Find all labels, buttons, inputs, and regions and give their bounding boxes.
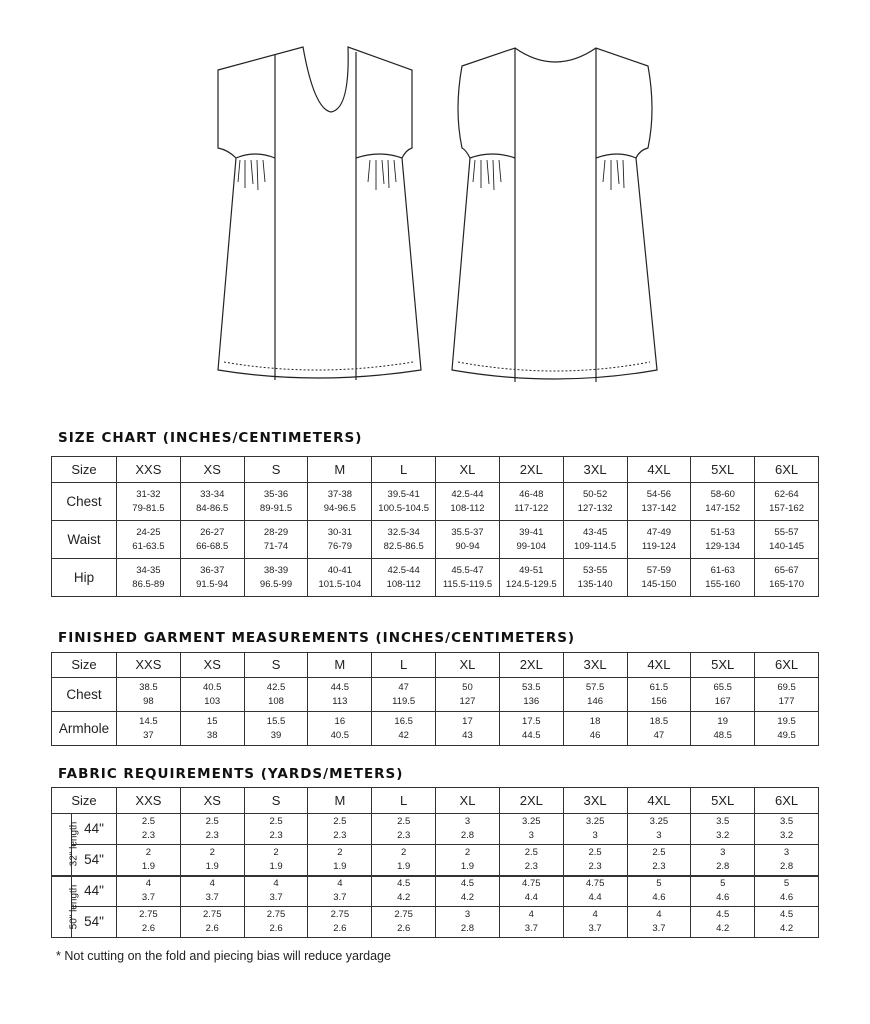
table-cell: 44.5 113 — [308, 678, 372, 712]
fabric-row — [52, 845, 819, 876]
table-cell: 3 2.8 — [436, 814, 500, 845]
size-col: 4XL — [627, 653, 691, 678]
table-cell: 43-45 109-114.5 — [563, 521, 627, 559]
table-cell: 49-51 124.5-129.5 — [499, 559, 563, 597]
table-cell: 4.75 4.4 — [499, 876, 563, 907]
size-col: 3XL — [563, 788, 627, 814]
table-cell: 2.75 2.6 — [117, 907, 181, 938]
table-cell: 33-34 84-86.5 — [180, 483, 244, 521]
table-cell: 5 4.6 — [691, 876, 755, 907]
table-cell: 2 1.9 — [244, 845, 308, 876]
table-cell: 47 119.5 — [372, 678, 436, 712]
size-header-label: Size — [52, 788, 117, 814]
size-col: 5XL — [691, 788, 755, 814]
table-cell: 42.5-44 108-112 — [436, 483, 500, 521]
table-cell: 42.5-44 108-112 — [372, 559, 436, 597]
table-cell: 18.5 47 — [627, 712, 691, 746]
table-cell: 14.5 37 — [117, 712, 181, 746]
size-col: L — [372, 653, 436, 678]
table-cell: 3.25 3 — [563, 814, 627, 845]
size-col: XS — [180, 457, 244, 483]
table-cell: 38-39 96.5-99 — [244, 559, 308, 597]
size-col: XL — [436, 653, 500, 678]
table-cell: 53.5 136 — [499, 678, 563, 712]
size-col: 6XL — [755, 653, 819, 678]
size-col: 5XL — [691, 653, 755, 678]
fabric-width-label: 54" — [72, 845, 117, 876]
size-chart-table — [51, 456, 819, 597]
size-header-row — [52, 788, 819, 814]
size-col: 2XL — [499, 788, 563, 814]
table-cell: 4 3.7 — [244, 876, 308, 907]
size-col: 3XL — [563, 653, 627, 678]
table-cell: 34-35 86.5-89 — [117, 559, 181, 597]
table-cell: 62-64 157-162 — [755, 483, 819, 521]
row-label: Chest — [52, 483, 117, 521]
size-col: XL — [436, 457, 500, 483]
finished-chest-row — [52, 678, 819, 712]
size-header-row — [52, 653, 819, 678]
table-cell: 2.5 2.3 — [308, 814, 372, 845]
table-cell: 51-53 129-134 — [691, 521, 755, 559]
size-col: S — [244, 653, 308, 678]
fabric-requirements-title: FABRIC REQUIREMENTS (YARDS/METERS) — [58, 766, 404, 782]
table-cell: 45.5-47 115.5-119.5 — [436, 559, 500, 597]
table-cell: 3 2.8 — [691, 845, 755, 876]
table-cell: 19.5 49.5 — [755, 712, 819, 746]
table-cell: 37-38 94-96.5 — [308, 483, 372, 521]
row-label: Hip — [52, 559, 117, 597]
front-view-drawing — [218, 47, 421, 380]
size-col: 2XL — [499, 653, 563, 678]
table-cell: 4.75 4.4 — [563, 876, 627, 907]
table-cell: 2 1.9 — [436, 845, 500, 876]
fabric-requirements-table — [51, 787, 819, 938]
table-cell: 39.5-41 100.5-104.5 — [372, 483, 436, 521]
table-cell: 28-29 71-74 — [244, 521, 308, 559]
table-cell: 2.5 2.3 — [180, 814, 244, 845]
size-col: 5XL — [691, 457, 755, 483]
table-cell: 16.5 42 — [372, 712, 436, 746]
row-label: Chest — [52, 678, 117, 712]
table-cell: 4 3.7 — [308, 876, 372, 907]
size-col: 6XL — [755, 457, 819, 483]
size-header-row — [52, 457, 819, 483]
table-cell: 2.75 2.6 — [180, 907, 244, 938]
finished-armhole-row — [52, 712, 819, 746]
size-col: S — [244, 457, 308, 483]
size-col: 4XL — [627, 788, 691, 814]
row-label: Waist — [52, 521, 117, 559]
back-view-drawing — [452, 48, 657, 382]
table-cell: 2.5 2.3 — [117, 814, 181, 845]
table-cell: 32.5-34 82.5-86.5 — [372, 521, 436, 559]
table-cell: 65.5 167 — [691, 678, 755, 712]
size-col: XXS — [117, 457, 181, 483]
table-cell: 53-55 135-140 — [563, 559, 627, 597]
table-cell: 55-57 140-145 — [755, 521, 819, 559]
table-cell: 31-32 79-81.5 — [117, 483, 181, 521]
table-cell: 4.5 4.2 — [372, 876, 436, 907]
table-cell: 2.5 2.3 — [499, 845, 563, 876]
fabric-width-label: 54" — [72, 907, 117, 938]
table-cell: 57-59 145-150 — [627, 559, 691, 597]
table-cell: 15.5 39 — [244, 712, 308, 746]
size-col: XS — [180, 788, 244, 814]
table-cell: 69.5 177 — [755, 678, 819, 712]
table-cell: 2.75 2.6 — [308, 907, 372, 938]
fabric-row — [52, 876, 819, 907]
table-cell: 38.5 98 — [117, 678, 181, 712]
table-cell: 2.75 2.6 — [244, 907, 308, 938]
fabric-width-label: 44" — [72, 814, 117, 845]
table-cell: 65-67 165-170 — [755, 559, 819, 597]
table-cell: 2 1.9 — [308, 845, 372, 876]
finished-measurements-title: FINISHED GARMENT MEASUREMENTS (INCHES/CENTIMETERS) — [58, 630, 576, 646]
fabric-row — [52, 814, 819, 845]
table-cell: 4 3.7 — [627, 907, 691, 938]
size-col: L — [372, 788, 436, 814]
table-cell: 15 38 — [180, 712, 244, 746]
size-col: XXS — [117, 653, 181, 678]
table-cell: 57.5 146 — [563, 678, 627, 712]
row-label: Armhole — [52, 712, 117, 746]
size-col: XS — [180, 653, 244, 678]
size-col: M — [308, 457, 372, 483]
table-cell: 3.25 3 — [499, 814, 563, 845]
table-cell: 61.5 156 — [627, 678, 691, 712]
table-cell: 35-36 89-91.5 — [244, 483, 308, 521]
table-cell: 2 1.9 — [180, 845, 244, 876]
size-col: 2XL — [499, 457, 563, 483]
table-cell: 40.5 103 — [180, 678, 244, 712]
table-cell: 4 3.7 — [499, 907, 563, 938]
garment-illustration — [0, 0, 870, 400]
table-cell: 24-25 61-63.5 — [117, 521, 181, 559]
table-cell: 36-37 91.5-94 — [180, 559, 244, 597]
size-col: 3XL — [563, 457, 627, 483]
table-cell: 4.5 4.2 — [436, 876, 500, 907]
table-cell: 47-49 119-124 — [627, 521, 691, 559]
table-cell: 54-56 137-142 — [627, 483, 691, 521]
length-group-label: 32" length — [52, 814, 72, 876]
table-cell: 2 1.9 — [372, 845, 436, 876]
size-col: M — [308, 788, 372, 814]
size-col: XXS — [117, 788, 181, 814]
table-cell: 17 43 — [436, 712, 500, 746]
length-group-label: 50" length — [52, 876, 72, 938]
table-cell: 40-41 101.5-104 — [308, 559, 372, 597]
size-chart-title: SIZE CHART (INCHES/CENTIMETERS) — [58, 430, 363, 446]
table-cell: 3 2.8 — [755, 845, 819, 876]
table-cell: 5 4.6 — [755, 876, 819, 907]
size-col: 4XL — [627, 457, 691, 483]
table-cell: 3.5 3.2 — [691, 814, 755, 845]
table-cell: 26-27 66-68.5 — [180, 521, 244, 559]
table-cell: 39-41 99-104 — [499, 521, 563, 559]
chest-row — [52, 483, 819, 521]
size-col: M — [308, 653, 372, 678]
table-cell: 4 3.7 — [117, 876, 181, 907]
table-cell: 19 48.5 — [691, 712, 755, 746]
table-cell: 30-31 76-79 — [308, 521, 372, 559]
table-cell: 35.5-37 90-94 — [436, 521, 500, 559]
table-cell: 2.5 2.3 — [627, 845, 691, 876]
fabric-width-label: 44" — [72, 876, 117, 907]
table-cell: 42.5 108 — [244, 678, 308, 712]
table-cell: 4 3.7 — [563, 907, 627, 938]
finished-measurements-table — [51, 652, 819, 746]
table-cell: 4 3.7 — [180, 876, 244, 907]
size-header-label: Size — [52, 457, 117, 483]
table-cell: 5 4.6 — [627, 876, 691, 907]
table-cell: 4.5 4.2 — [691, 907, 755, 938]
table-cell: 3 2.8 — [436, 907, 500, 938]
fabric-row — [52, 907, 819, 938]
waist-row — [52, 521, 819, 559]
yardage-footnote: * Not cutting on the fold and piecing bias will reduce yardage — [56, 949, 391, 963]
size-header-label: Size — [52, 653, 117, 678]
table-cell: 2.5 2.3 — [372, 814, 436, 845]
table-cell: 18 46 — [563, 712, 627, 746]
table-cell: 46-48 117-122 — [499, 483, 563, 521]
table-cell: 2.75 2.6 — [372, 907, 436, 938]
table-cell: 2.5 2.3 — [563, 845, 627, 876]
table-cell: 58-60 147-152 — [691, 483, 755, 521]
table-cell: 2.5 2.3 — [244, 814, 308, 845]
table-cell: 17.5 44.5 — [499, 712, 563, 746]
size-col: S — [244, 788, 308, 814]
table-cell: 16 40.5 — [308, 712, 372, 746]
size-col: 6XL — [755, 788, 819, 814]
table-cell: 61-63 155-160 — [691, 559, 755, 597]
table-cell: 2 1.9 — [117, 845, 181, 876]
size-col: XL — [436, 788, 500, 814]
table-cell: 50-52 127-132 — [563, 483, 627, 521]
table-cell: 3.25 3 — [627, 814, 691, 845]
table-cell: 4.5 4.2 — [755, 907, 819, 938]
table-cell: 50 127 — [436, 678, 500, 712]
size-col: L — [372, 457, 436, 483]
table-cell: 3.5 3.2 — [755, 814, 819, 845]
hip-row — [52, 559, 819, 597]
